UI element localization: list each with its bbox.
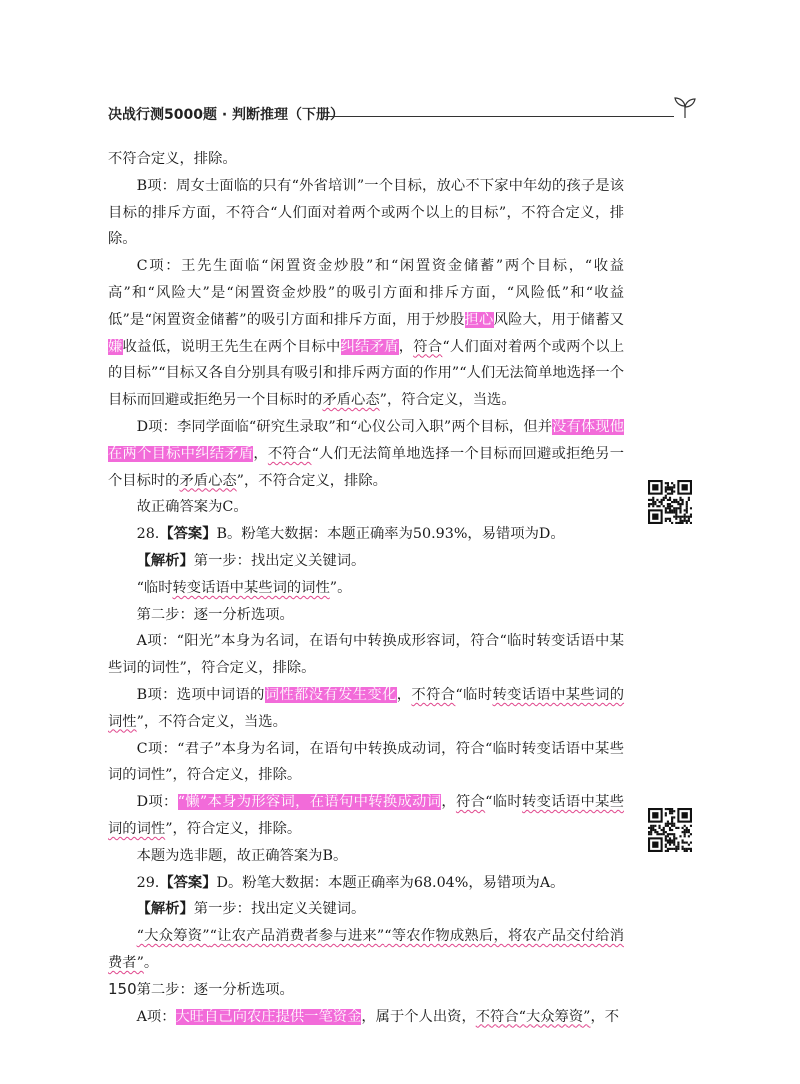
wavy-underline: “让农产品消费者参与进来” (209, 928, 385, 945)
q29-keywords (108, 923, 624, 977)
text-segment: ”，符合定义，排除。 (165, 820, 302, 837)
q28-answer (108, 521, 624, 548)
text-segment: ”，不符合定义，当选。 (136, 713, 287, 730)
q29-option-a (108, 1004, 624, 1031)
q29-analysis (108, 896, 624, 923)
option-d-paragraph (108, 414, 624, 494)
question-number: 29. (136, 874, 160, 891)
text-segment: ”。 (329, 579, 352, 596)
text-segment: ，不 (590, 1008, 620, 1025)
question-number: 28. (136, 526, 160, 543)
answer-label: 【答案】 (159, 874, 217, 891)
book-title: 决战行测5000题 · 判断推理（下册） (108, 107, 345, 123)
text-segment: 。 (143, 954, 159, 971)
highlight: 没有体现他在两个目标中纠结矛盾 (108, 418, 624, 462)
wavy-underline: 转变话语中某些词的词性 (108, 794, 625, 837)
q29-step2: 第二步：逐一分析选项。 (136, 981, 294, 998)
q28-conclusion: 本题为选非题，故正确答案为B。 (136, 847, 348, 864)
highlight: “懒”本身为形容词，在语句中转换成动词 (177, 794, 442, 811)
wavy-underline: 矛盾心态 (322, 392, 380, 409)
wavy-underline: 符合 (413, 338, 443, 355)
text-segment: C项：王先生面临“闲置资金炒股”和“闲置资金储蓄”两个目标，“收益高”和“风险大”是“闲置资金炒股”的吸引方面和排斥方面，“风险低”和“收益低”是“闲置资金储蓄”的吸引方面和排斥方面，用于炒股 (108, 258, 624, 328)
page-content (108, 146, 624, 1030)
answer-conclusion: 故正确答案为C。 (136, 499, 248, 516)
wavy-underline: “等农作物成熟后，将农产品交付给消费者” (108, 928, 624, 971)
text-segment: 风险大，用于储蓄又 (493, 311, 625, 328)
q28-option-b (108, 682, 624, 736)
q28-keyword (108, 575, 624, 602)
text-segment: ， (441, 794, 456, 811)
text-segment: D项：李同学面临“研究生录取”和“心仪公司入职”两个目标，但并 (136, 418, 553, 435)
text-segment: “临时 (136, 579, 173, 596)
text-segment: “临时 (455, 686, 493, 703)
header-rule (323, 116, 674, 117)
text-segment: 收益低，说明王先生在两个目标中 (122, 338, 341, 355)
text-segment: ， (398, 338, 414, 355)
highlight: 大旺自己向农庄提供一笔资金 (175, 1008, 362, 1025)
answer-text: B。粉笔大数据：本题正确率为50.93%，易错项为D。 (216, 526, 565, 543)
paragraph: 不符合定义，排除。 (108, 151, 237, 167)
text-segment: “人们无法简单地选择一个目标而回避或拒绝另一个目标时的 (108, 445, 625, 489)
text-segment: “临时 (485, 794, 523, 811)
q28-step2: 第二步：逐一分析选项。 (136, 606, 294, 623)
wavy-underline: 不符合 (267, 445, 312, 462)
analysis-text: 第一步：找出定义关键词。 (193, 552, 366, 569)
q29-answer (108, 870, 624, 897)
q28-option-a: A项：“阳光”本身为名词，在语句中转换成形容词，符合“临时转变话语中某些词的词性”，符合定义，排除。 (108, 633, 624, 677)
text-segment: ，属于个人出资， (361, 1008, 476, 1025)
text-segment: ”，不符合定义，排除。 (236, 472, 387, 489)
text-segment: ”，符合定义，当选。 (379, 392, 516, 409)
answer-text: D。粉笔大数据：本题正确率为68.04%，易错项为A。 (216, 874, 565, 891)
option-b-paragraph: B项：周女士面临的只有“外省培训”一个目标，放心不下家中年幼的孩子是该目标的排斥方面，不符合“人们面对着两个或两个以上的目标”，不符合定义，排除。 (108, 177, 624, 248)
highlight: 词性都没有发生变化 (264, 686, 397, 703)
page-number: 150 (108, 980, 137, 998)
highlight: 纠结矛盾 (340, 338, 399, 355)
qr-code-icon[interactable] (648, 480, 692, 524)
option-c-paragraph (108, 253, 624, 414)
wavy-underline: 不符合“大众筹资” (475, 1008, 591, 1025)
text-segment: A项： (136, 1008, 176, 1025)
highlight: 担心 (464, 311, 494, 328)
answer-label: 【答案】 (159, 526, 217, 543)
text-segment: ， (253, 445, 268, 462)
analysis-label: 【解析】 (136, 901, 194, 918)
q28-option-d (108, 789, 624, 843)
q28-analysis (108, 548, 624, 575)
text-segment: D项： (136, 794, 178, 811)
text-segment: B项：选项中词语的 (136, 686, 265, 703)
wavy-underline: 符合 (455, 794, 486, 811)
sprout-icon (672, 96, 698, 120)
wavy-underline: 不符合 (411, 686, 456, 703)
analysis-label: 【解析】 (136, 552, 194, 569)
q28-option-c: C项：“君子”本身为名词，在语句中转换成动词，符合“临时转变话语中某些词的词性”，符合定义，排除。 (108, 740, 624, 784)
analysis-text: 第一步：找出定义关键词。 (193, 901, 366, 918)
wavy-underline: “大众筹资” (136, 928, 210, 945)
text-segment: “人们面对着两个或两个以上的目标”“目标又各自分别具有吸引和排斥两方面的作用”“人们无法简单地选择一个目标而回避或拒绝另一个目标时的 (108, 338, 625, 409)
highlight: 嫌 (108, 338, 123, 355)
text-segment: ， (396, 686, 412, 703)
wavy-underline: 转变话语中某些词的词性 (108, 686, 625, 730)
wavy-underline: 矛盾心态 (179, 472, 237, 489)
wavy-underline: 转变话语中某些词的词性 (172, 579, 330, 596)
page-header (108, 104, 698, 128)
qr-code-icon[interactable] (648, 808, 692, 852)
